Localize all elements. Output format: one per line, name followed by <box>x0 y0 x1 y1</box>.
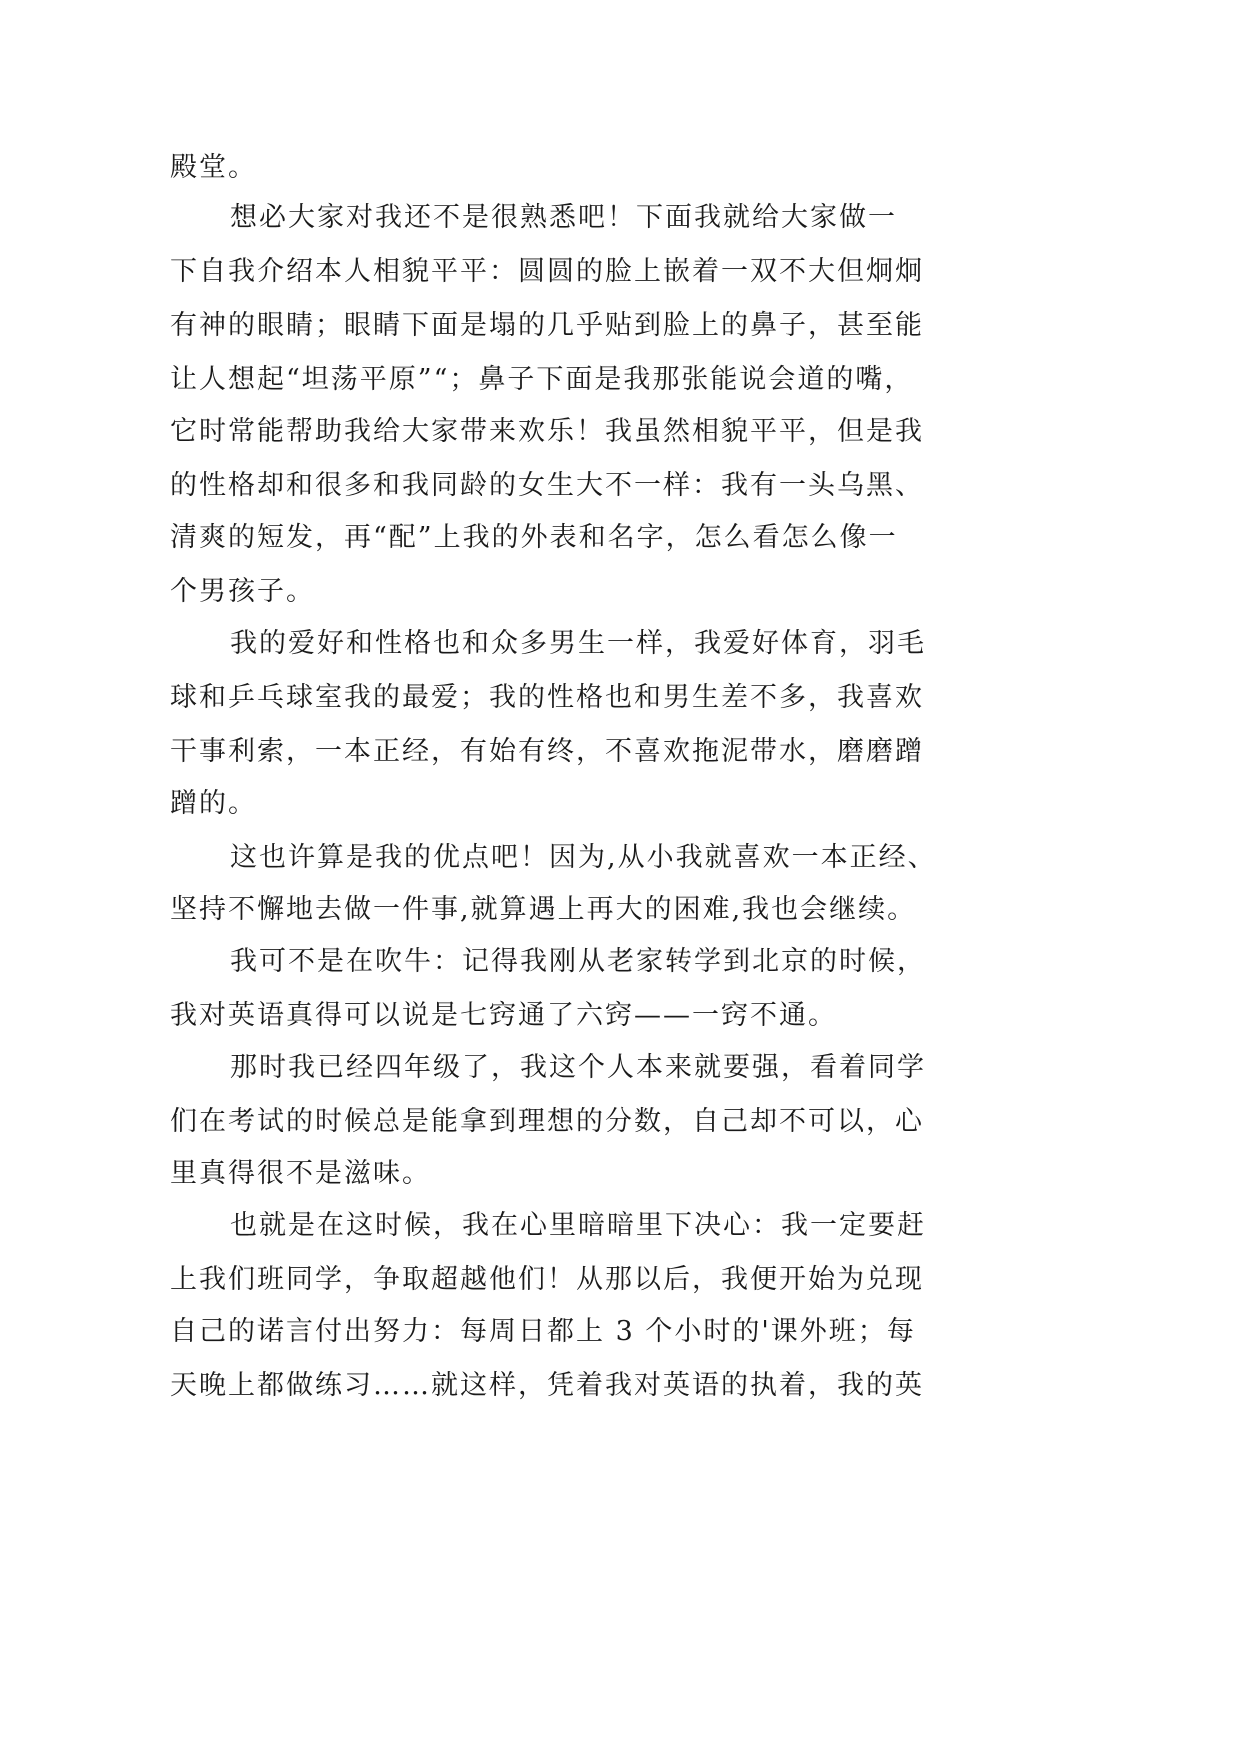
text-line: 球和乒乓球室我的最爱；我的性格也和男生差不多，我喜欢 <box>170 682 924 713</box>
text-line: 想必大家对我还不是很熟悉吧！下面我就给大家做一 <box>230 202 897 233</box>
text-line: 干事利索，一本正经，有始有终，不喜欢拖泥带水，磨磨蹭 <box>170 736 924 767</box>
text-line: 个男孩子。 <box>170 576 315 607</box>
text-line: 让人想起“坦荡平原”“；鼻子下面是我那张能说会道的嘴， <box>170 364 914 395</box>
text-line: 自己的诺言付出努力：每周日都上 3 个小时的'课外班；每 <box>170 1316 916 1347</box>
text-line: 也就是在这时候，我在心里暗暗里下决心：我一定要赶 <box>230 1210 926 1241</box>
text-line: 上我们班同学，争取超越他们！从那以后，我便开始为兑现 <box>170 1264 924 1295</box>
text-line: 清爽的短发，再“配”上我的外表和名字，怎么看怎么像一 <box>170 522 898 553</box>
text-line: 下自我介绍本人相貌平平：圆圆的脸上嵌着一双不大但炯炯 <box>170 256 924 287</box>
text-line: 我对英语真得可以说是七窍通了六窍——一窍不通。 <box>170 1000 837 1031</box>
text-line: 有神的眼睛；眼睛下面是塌的几乎贴到脸上的鼻子，甚至能 <box>170 310 924 341</box>
text-line: 蹭的。 <box>170 788 257 819</box>
text-line: 里真得很不是滋味。 <box>170 1158 431 1189</box>
text-line: 殿堂。 <box>170 152 257 183</box>
text-line: 天晚上都做练习……就这样，凭着我对英语的执着，我的英 <box>170 1370 924 1401</box>
text-line: 坚持不懈地去做一件事,就算遇上再大的困难,我也会继续。 <box>170 894 917 925</box>
text-line: 这也许算是我的优点吧！因为,从小我就喜欢一本正经、 <box>230 842 937 873</box>
text-line: 它时常能帮助我给大家带来欢乐！我虽然相貌平平，但是我 <box>170 416 924 447</box>
text-line: 我可不是在吹牛：记得我刚从老家转学到北京的时候， <box>230 946 926 977</box>
text-line: 的性格却和很多和我同龄的女生大不一样：我有一头乌黑、 <box>170 470 924 501</box>
text-line: 那时我已经四年级了，我这个人本来就要强，看着同学 <box>230 1052 926 1083</box>
text-line: 我的爱好和性格也和众多男生一样，我爱好体育，羽毛 <box>230 628 926 659</box>
text-line: 们在考试的时候总是能拿到理想的分数，自己却不可以，心 <box>170 1106 924 1137</box>
